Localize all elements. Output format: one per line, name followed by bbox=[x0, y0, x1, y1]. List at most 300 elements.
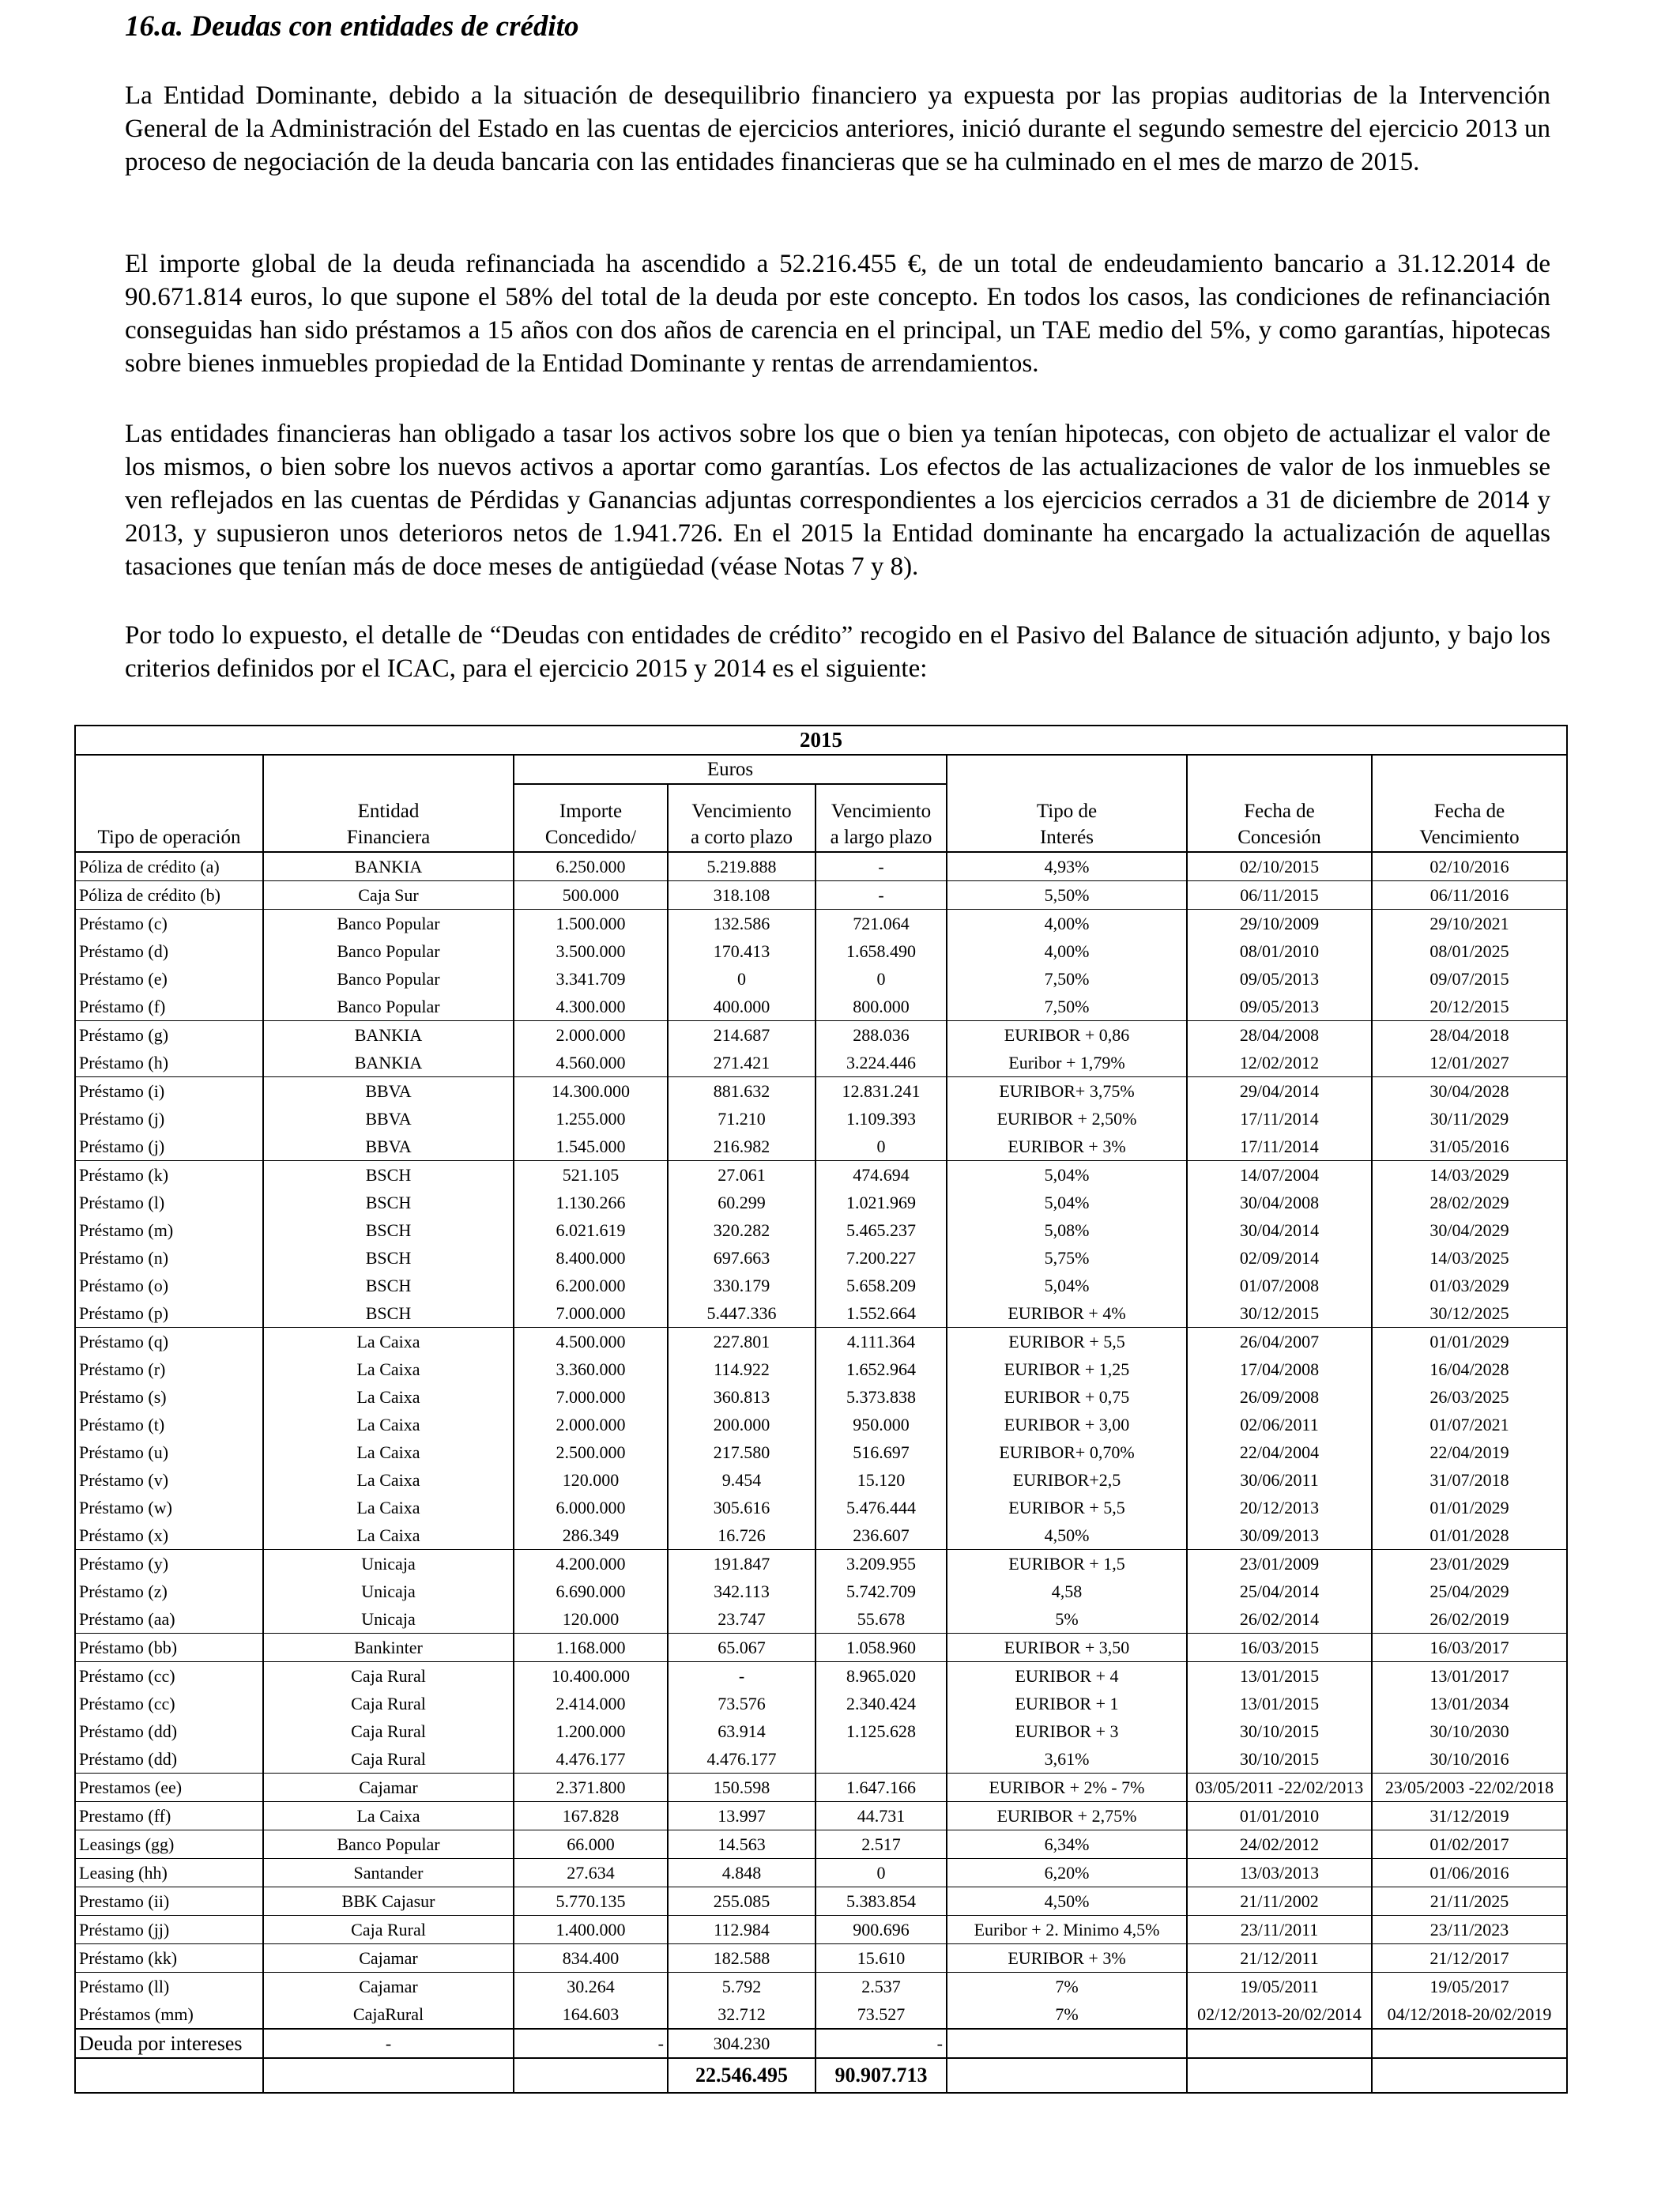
cell-interes: EURIBOR + 3,50 bbox=[947, 1634, 1187, 1662]
paragraph-2: El importe global de la deuda refinanciada ha ascendido a 52.216.455 €, de un total de endeudamiento bancario a 31.12.2014 de 90.671.814 euros, lo que supone el 58% del total de la deuda por este concepto. En todos los casos, las condiciones de refinanciación conseguidas han sido préstamos a 15 años con dos años de carencia en el principal, un TAE medio del 5%, y como garantías, hipotecas sobre bienes inmuebles propiedad de la Entidad Dominante y rentas de arrendamientos. bbox=[125, 250, 1550, 378]
cell-corto: 216.982 bbox=[668, 1133, 816, 1161]
cell-interes: 4,00% bbox=[947, 937, 1187, 965]
cell-vencimiento: 01/03/2029 bbox=[1372, 1272, 1567, 1299]
cell-importe: 500.000 bbox=[514, 881, 668, 910]
cell-importe: 1.168.000 bbox=[514, 1634, 668, 1662]
cell-tipo: Préstamo (cc) bbox=[79, 1693, 175, 1713]
table-row bbox=[75, 1521, 1567, 1550]
cell-concesion: 26/04/2007 bbox=[1187, 1328, 1372, 1356]
cell-importe: 6.000.000 bbox=[514, 1494, 668, 1521]
cell-concesion: 30/06/2011 bbox=[1187, 1466, 1372, 1494]
cell-importe: 2.371.800 bbox=[514, 1774, 668, 1802]
cell-tipo: Préstamo (q) bbox=[75, 1328, 263, 1356]
cell-interes: 4,50% bbox=[947, 1521, 1187, 1550]
cell-largo: - bbox=[816, 852, 947, 881]
cell-tipo: Leasing (hh) bbox=[75, 1859, 263, 1887]
cell-importe: 6.200.000 bbox=[514, 1272, 668, 1299]
cell-tipo: Préstamo (d) bbox=[79, 941, 169, 961]
header-corto-1: Vencimiento bbox=[668, 784, 816, 824]
cell-tipo: Préstamos (mm) bbox=[79, 2004, 194, 2024]
cell-vencimiento: 30/10/2016 bbox=[1372, 1745, 1567, 1774]
cell-entidad: BANKIA bbox=[263, 852, 514, 881]
cell-largo: 15.120 bbox=[816, 1466, 947, 1494]
cell-entidad: La Caixa bbox=[263, 1802, 514, 1830]
table-row bbox=[75, 1859, 1567, 1887]
cell-corto: 65.067 bbox=[668, 1634, 816, 1662]
cell-tipo: Préstamo (x) bbox=[79, 1525, 169, 1545]
cell-interes: 4,00% bbox=[947, 910, 1187, 938]
table-row bbox=[75, 1494, 1567, 1521]
cell-tipo: Préstamo (h) bbox=[79, 1052, 169, 1072]
cell-interes: EURIBOR + 1,25 bbox=[947, 1355, 1187, 1383]
cell-vencimiento: 23/11/2023 bbox=[1372, 1916, 1567, 1944]
cell-interes: 4,93% bbox=[947, 852, 1187, 881]
cell-interes: Euribor + 1,79% bbox=[947, 1049, 1187, 1077]
cell-entidad: BANKIA bbox=[263, 1049, 514, 1077]
cell-interes: 6,34% bbox=[947, 1830, 1187, 1859]
cell-concesion: 23/11/2011 bbox=[1187, 1916, 1372, 1944]
cell-largo: 4.111.364 bbox=[816, 1328, 947, 1356]
cell-entidad: Santander bbox=[263, 1859, 514, 1887]
table-row bbox=[75, 1328, 1567, 1356]
cell-largo: 5.383.854 bbox=[816, 1887, 947, 1916]
cell-vencimiento: 29/10/2021 bbox=[1372, 910, 1567, 938]
cell-importe: 5.770.135 bbox=[514, 1887, 668, 1916]
cell-corto: 271.421 bbox=[668, 1049, 816, 1077]
cell-entidad: La Caixa bbox=[263, 1494, 514, 1521]
cell-vencimiento: 23/01/2029 bbox=[1372, 1550, 1567, 1578]
cell-importe: 120.000 bbox=[514, 1605, 668, 1634]
header-entidad-1: Entidad bbox=[263, 784, 514, 824]
euros-label: Euros bbox=[514, 755, 947, 784]
cell-interes: 3,61% bbox=[947, 1745, 1187, 1774]
cell-entidad: BSCH bbox=[263, 1189, 514, 1216]
cell-interes: EURIBOR + 2,75% bbox=[947, 1802, 1187, 1830]
cell-tipo: Préstamo (v) bbox=[79, 1469, 169, 1490]
table-row bbox=[75, 937, 1567, 965]
cell-vencimiento: 01/01/2029 bbox=[1372, 1494, 1567, 1521]
cell-concesion: 09/05/2013 bbox=[1187, 965, 1372, 993]
cell-concesion: 13/03/2013 bbox=[1187, 1859, 1372, 1887]
cell-corto: 320.282 bbox=[668, 1216, 816, 1244]
cell-entidad: Banco Popular bbox=[263, 910, 514, 938]
cell-concesion: 30/04/2014 bbox=[1187, 1216, 1372, 1244]
cell-tipo: Préstamo (e) bbox=[79, 968, 168, 989]
cell-importe: 1.545.000 bbox=[514, 1133, 668, 1161]
cell-tipo: Préstamo (l) bbox=[79, 1192, 165, 1212]
cell-interes: 7,50% bbox=[947, 993, 1187, 1021]
cell-corto: 114.922 bbox=[668, 1355, 816, 1383]
header-concesion-1: Fecha de bbox=[1187, 784, 1372, 824]
cell-importe: 1.255.000 bbox=[514, 1105, 668, 1133]
cell-corto: 150.598 bbox=[668, 1774, 816, 1802]
cell-tipo: Prestamo (ii) bbox=[75, 1887, 263, 1916]
cell-tipo: Póliza de crédito (a) bbox=[75, 852, 263, 881]
table-row bbox=[75, 1105, 1567, 1133]
cell-concesion: 02/06/2011 bbox=[1187, 1411, 1372, 1438]
cell-largo bbox=[816, 1745, 947, 1774]
cell-vencimiento: 30/04/2028 bbox=[1372, 1077, 1567, 1106]
cell-concesion: 17/11/2014 bbox=[1187, 1105, 1372, 1133]
table-row bbox=[75, 1216, 1567, 1244]
cell-interes: 5,75% bbox=[947, 1244, 1187, 1272]
cell-largo: 44.731 bbox=[816, 1802, 947, 1830]
cell-entidad: BSCH bbox=[263, 1299, 514, 1328]
cell-interes: 7% bbox=[947, 2000, 1187, 2029]
cell-tipo: Préstamo (jj) bbox=[75, 1916, 263, 1944]
cell-largo: - bbox=[816, 881, 947, 910]
cell-corto: 200.000 bbox=[668, 1411, 816, 1438]
cell-largo: 1.652.964 bbox=[816, 1355, 947, 1383]
cell-concesion: 03/05/2011 -22/02/2013 bbox=[1187, 1774, 1372, 1802]
cell-tipo: Préstamo (p) bbox=[79, 1302, 169, 1323]
cell-largo: 73.527 bbox=[816, 2000, 947, 2029]
cell-importe: 2.500.000 bbox=[514, 1438, 668, 1466]
table-row bbox=[75, 1662, 1567, 1691]
table-row bbox=[75, 1049, 1567, 1077]
cell-entidad: Caja Rural bbox=[263, 1717, 514, 1745]
cell-importe: 286.349 bbox=[514, 1521, 668, 1550]
cell-vencimiento: 28/04/2018 bbox=[1372, 1021, 1567, 1050]
cell-largo: 2.537 bbox=[816, 1973, 947, 2001]
cell-vencimiento: 01/02/2017 bbox=[1372, 1830, 1567, 1859]
cell-corto: 170.413 bbox=[668, 937, 816, 965]
cell-tipo: Préstamo (n) bbox=[79, 1247, 169, 1268]
cell-corto: 5.447.336 bbox=[668, 1299, 816, 1328]
cell-tipo: Préstamo (cc) bbox=[75, 1662, 263, 1691]
cell-concesion: 26/09/2008 bbox=[1187, 1383, 1372, 1411]
cell-largo: 5.476.444 bbox=[816, 1494, 947, 1521]
cell-corto: 9.454 bbox=[668, 1466, 816, 1494]
cell-largo: 1.058.960 bbox=[816, 1634, 947, 1662]
cell-corto: 16.726 bbox=[668, 1521, 816, 1550]
cell-corto: 27.061 bbox=[668, 1161, 816, 1189]
cell-vencimiento: 16/03/2017 bbox=[1372, 1634, 1567, 1662]
cell-tipo: Préstamo (dd) bbox=[79, 1748, 178, 1769]
cell-corto: 14.563 bbox=[668, 1830, 816, 1859]
cell-largo: 1.109.393 bbox=[816, 1105, 947, 1133]
cell-importe: 30.264 bbox=[514, 1973, 668, 2001]
cell-entidad: La Caixa bbox=[263, 1411, 514, 1438]
cell-corto: 71.210 bbox=[668, 1105, 816, 1133]
cell-tipo: Préstamo (c) bbox=[75, 910, 263, 938]
cell-vencimiento: 01/01/2028 bbox=[1372, 1521, 1567, 1550]
cell-tipo: Préstamo (y) bbox=[75, 1550, 263, 1578]
interest-importe: - bbox=[514, 2029, 668, 2058]
cell-entidad: BBVA bbox=[263, 1133, 514, 1161]
header-largo-1: Vencimiento bbox=[816, 784, 947, 824]
cell-concesion: 16/03/2015 bbox=[1187, 1634, 1372, 1662]
cell-interes: 7,50% bbox=[947, 965, 1187, 993]
cell-interes: 5% bbox=[947, 1605, 1187, 1634]
total-corto: 22.546.495 bbox=[668, 2058, 816, 2093]
cell-corto: 227.801 bbox=[668, 1328, 816, 1356]
cell-concesion: 14/07/2004 bbox=[1187, 1161, 1372, 1189]
cell-importe: 2.000.000 bbox=[514, 1021, 668, 1050]
cell-corto: 4.848 bbox=[668, 1859, 816, 1887]
table-row bbox=[75, 910, 1567, 938]
cell-interes: EURIBOR+2,5 bbox=[947, 1466, 1187, 1494]
cell-importe: 6.021.619 bbox=[514, 1216, 668, 1244]
table-row bbox=[75, 1411, 1567, 1438]
cell-largo: 0 bbox=[816, 965, 947, 993]
table-row bbox=[75, 852, 1567, 881]
cell-tipo: Préstamo (u) bbox=[79, 1442, 169, 1462]
cell-vencimiento: 13/01/2017 bbox=[1372, 1662, 1567, 1691]
cell-importe: 2.414.000 bbox=[514, 1690, 668, 1717]
cell-tipo: Préstamo (s) bbox=[79, 1386, 167, 1407]
cell-importe: 120.000 bbox=[514, 1466, 668, 1494]
cell-vencimiento: 08/01/2025 bbox=[1372, 937, 1567, 965]
cell-importe: 27.634 bbox=[514, 1859, 668, 1887]
cell-concesion: 17/04/2008 bbox=[1187, 1355, 1372, 1383]
cell-importe: 1.130.266 bbox=[514, 1189, 668, 1216]
totals-row bbox=[75, 2058, 1567, 2093]
cell-interes: Euribor + 2. Minimo 4,5% bbox=[947, 1916, 1187, 1944]
cell-concesion: 23/01/2009 bbox=[1187, 1550, 1372, 1578]
table-row bbox=[75, 1634, 1567, 1662]
cell-concesion: 01/01/2010 bbox=[1187, 1802, 1372, 1830]
cell-tipo: Préstamo (o) bbox=[79, 1275, 169, 1295]
cell-concesion: 01/07/2008 bbox=[1187, 1272, 1372, 1299]
header-venc-2: Vencimiento bbox=[1372, 824, 1567, 852]
cell-vencimiento: 21/11/2025 bbox=[1372, 1887, 1567, 1916]
cell-tipo: Préstamo (bb) bbox=[75, 1634, 263, 1662]
cell-importe: 66.000 bbox=[514, 1830, 668, 1859]
cell-entidad: La Caixa bbox=[263, 1328, 514, 1356]
cell-importe: 3.500.000 bbox=[514, 937, 668, 965]
cell-entidad: Caja Rural bbox=[263, 1745, 514, 1774]
header-venc-1: Fecha de bbox=[1372, 784, 1567, 824]
cell-concesion: 02/10/2015 bbox=[1187, 852, 1372, 881]
table-row bbox=[75, 1916, 1567, 1944]
cell-concesion: 21/11/2002 bbox=[1187, 1887, 1372, 1916]
cell-corto: 0 bbox=[668, 965, 816, 993]
cell-interes: EURIBOR + 3% bbox=[947, 1133, 1187, 1161]
cell-vencimiento: 12/01/2027 bbox=[1372, 1049, 1567, 1077]
cell-concesion: 29/10/2009 bbox=[1187, 910, 1372, 938]
table-row bbox=[75, 1189, 1567, 1216]
table-row bbox=[75, 1133, 1567, 1161]
cell-vencimiento: 26/02/2019 bbox=[1372, 1605, 1567, 1634]
cell-concesion: 17/11/2014 bbox=[1187, 1133, 1372, 1161]
cell-tipo: Prestamo (ff) bbox=[75, 1802, 263, 1830]
cell-concesion: 24/02/2012 bbox=[1187, 1830, 1372, 1859]
cell-vencimiento: 21/12/2017 bbox=[1372, 1944, 1567, 1973]
cell-corto: 191.847 bbox=[668, 1550, 816, 1578]
year-row bbox=[75, 726, 1567, 755]
table-row bbox=[75, 1550, 1567, 1578]
cell-entidad: BSCH bbox=[263, 1272, 514, 1299]
table-row bbox=[75, 1383, 1567, 1411]
cell-largo: 8.965.020 bbox=[816, 1662, 947, 1691]
cell-interes: 4,58 bbox=[947, 1578, 1187, 1605]
cell-vencimiento: 01/07/2021 bbox=[1372, 1411, 1567, 1438]
cell-importe: 7.000.000 bbox=[514, 1299, 668, 1328]
table-row bbox=[75, 1745, 1567, 1774]
cell-corto: 60.299 bbox=[668, 1189, 816, 1216]
table-row bbox=[75, 1973, 1567, 2001]
cell-interes: 5,04% bbox=[947, 1161, 1187, 1189]
table-row bbox=[75, 1944, 1567, 1973]
cell-entidad: BSCH bbox=[263, 1216, 514, 1244]
table-row bbox=[75, 965, 1567, 993]
cell-interes: EURIBOR + 4% bbox=[947, 1299, 1187, 1328]
cell-concesion: 19/05/2011 bbox=[1187, 1973, 1372, 2001]
cell-concesion: 09/05/2013 bbox=[1187, 993, 1372, 1021]
cell-corto: 330.179 bbox=[668, 1272, 816, 1299]
cell-corto: 697.663 bbox=[668, 1244, 816, 1272]
cell-entidad: BSCH bbox=[263, 1161, 514, 1189]
cell-corto: 182.588 bbox=[668, 1944, 816, 1973]
cell-importe: 1.200.000 bbox=[514, 1717, 668, 1745]
cell-vencimiento: 14/03/2029 bbox=[1372, 1161, 1567, 1189]
header-interes-1: Tipo de bbox=[947, 784, 1187, 824]
cell-largo: 1.125.628 bbox=[816, 1717, 947, 1745]
table-row bbox=[75, 1830, 1567, 1859]
interest-entidad: - bbox=[263, 2029, 514, 2058]
cell-tipo: Préstamo (g) bbox=[75, 1021, 263, 1050]
cell-corto: 400.000 bbox=[668, 993, 816, 1021]
cell-corto: 5.792 bbox=[668, 1973, 816, 2001]
header-corto-2: a corto plazo bbox=[668, 824, 816, 852]
cell-corto: 73.576 bbox=[668, 1690, 816, 1717]
cell-concesion: 02/12/2013-20/02/2014 bbox=[1187, 2000, 1372, 2029]
cell-importe: 4.560.000 bbox=[514, 1049, 668, 1077]
cell-interes: EURIBOR+ 3,75% bbox=[947, 1077, 1187, 1106]
cell-interes: 6,20% bbox=[947, 1859, 1187, 1887]
cell-tipo: Préstamo (aa) bbox=[79, 1608, 175, 1629]
cell-tipo: Préstamo (w) bbox=[79, 1497, 172, 1517]
cell-interes: EURIBOR + 1,5 bbox=[947, 1550, 1187, 1578]
cell-tipo: Préstamo (f) bbox=[79, 996, 166, 1016]
cell-entidad: BANKIA bbox=[263, 1021, 514, 1050]
cell-corto: 217.580 bbox=[668, 1438, 816, 1466]
cell-interes: 4,50% bbox=[947, 1887, 1187, 1916]
table-row bbox=[75, 1438, 1567, 1466]
cell-vencimiento: 31/07/2018 bbox=[1372, 1466, 1567, 1494]
cell-vencimiento: 23/05/2003 -22/02/2018 bbox=[1372, 1774, 1567, 1802]
cell-entidad: La Caixa bbox=[263, 1521, 514, 1550]
cell-largo: 2.517 bbox=[816, 1830, 947, 1859]
cell-interes: EURIBOR + 0,86 bbox=[947, 1021, 1187, 1050]
cell-entidad: BSCH bbox=[263, 1244, 514, 1272]
cell-largo: 7.200.227 bbox=[816, 1244, 947, 1272]
cell-vencimiento: 04/12/2018-20/02/2019 bbox=[1372, 2000, 1567, 2029]
cell-tipo: Préstamo (t) bbox=[79, 1414, 165, 1434]
cell-interes: EURIBOR+ 0,70% bbox=[947, 1438, 1187, 1466]
cell-corto: 360.813 bbox=[668, 1383, 816, 1411]
cell-corto: 63.914 bbox=[668, 1717, 816, 1745]
cell-concesion: 30/10/2015 bbox=[1187, 1717, 1372, 1745]
cell-corto: 305.616 bbox=[668, 1494, 816, 1521]
table-row bbox=[75, 1802, 1567, 1830]
header-concesion-2: Concesión bbox=[1187, 824, 1372, 852]
interest-row bbox=[75, 2029, 1567, 2058]
cell-vencimiento: 30/04/2029 bbox=[1372, 1216, 1567, 1244]
cell-interes: EURIBOR + 0,75 bbox=[947, 1383, 1187, 1411]
cell-vencimiento: 02/10/2016 bbox=[1372, 852, 1567, 881]
cell-entidad: BBVA bbox=[263, 1077, 514, 1106]
cell-corto: 132.586 bbox=[668, 910, 816, 938]
cell-interes: EURIBOR + 3 bbox=[947, 1717, 1187, 1745]
cell-tipo: Préstamo (i) bbox=[75, 1077, 263, 1106]
cell-concesion: 12/02/2012 bbox=[1187, 1049, 1372, 1077]
table-row bbox=[75, 1021, 1567, 1050]
cell-interes: 5,50% bbox=[947, 881, 1187, 910]
table-row bbox=[75, 1578, 1567, 1605]
cell-concesion: 29/04/2014 bbox=[1187, 1077, 1372, 1106]
cell-entidad: CajaRural bbox=[263, 2000, 514, 2029]
cell-importe: 8.400.000 bbox=[514, 1244, 668, 1272]
cell-entidad: Banco Popular bbox=[263, 937, 514, 965]
cell-importe: 2.000.000 bbox=[514, 1411, 668, 1438]
cell-concesion: 28/04/2008 bbox=[1187, 1021, 1372, 1050]
cell-importe: 167.828 bbox=[514, 1802, 668, 1830]
cell-corto: 5.219.888 bbox=[668, 852, 816, 881]
cell-interes: EURIBOR + 3% bbox=[947, 1944, 1187, 1973]
cell-corto: 112.984 bbox=[668, 1916, 816, 1944]
cell-entidad: Unicaja bbox=[263, 1578, 514, 1605]
header-entidad-2: Financiera bbox=[263, 824, 514, 852]
cell-largo: 5.742.709 bbox=[816, 1578, 947, 1605]
cell-importe: 164.603 bbox=[514, 2000, 668, 2029]
paragraph-3: Las entidades financieras han obligado a tasar los activos sobre los que o bien ya tenían hipotecas, con objeto de actualizar el valor de los mismos, o bien sobre los nuevos activos a aportar como garantías. Los efectos de las actualizaciones de valor de los inmuebles se ven reflejados en las cuentas de Pérdidas y Ganancias adjuntas correspondientes a los ejercicios cerrados a 31 de diciembre de 2014 y 2013, y supusieron unos deterioros netos de 1.941.726. En el 2015 la Entidad dominante ha encargado la actualización de aquellas tasaciones que tenían más de doce meses de antigüedad (véase Notas 7 y 8). bbox=[125, 420, 1550, 581]
section-heading: 16.a. Deudas con entidades de crédito bbox=[125, 10, 579, 43]
cell-importe: 6.250.000 bbox=[514, 852, 668, 881]
table-row bbox=[75, 1605, 1567, 1634]
cell-vencimiento: 14/03/2025 bbox=[1372, 1244, 1567, 1272]
cell-tipo: Prestamos (ee) bbox=[75, 1774, 263, 1802]
cell-corto: 881.632 bbox=[668, 1077, 816, 1106]
cell-largo: 900.696 bbox=[816, 1916, 947, 1944]
cell-vencimiento: 30/12/2025 bbox=[1372, 1299, 1567, 1328]
cell-largo: 5.373.838 bbox=[816, 1383, 947, 1411]
table-row bbox=[75, 881, 1567, 910]
cell-vencimiento: 22/04/2019 bbox=[1372, 1438, 1567, 1466]
cell-entidad: Banco Popular bbox=[263, 993, 514, 1021]
cell-entidad: Cajamar bbox=[263, 1973, 514, 2001]
cell-vencimiento: 20/12/2015 bbox=[1372, 993, 1567, 1021]
cell-vencimiento: 01/06/2016 bbox=[1372, 1859, 1567, 1887]
cell-vencimiento: 25/04/2029 bbox=[1372, 1578, 1567, 1605]
cell-vencimiento: 31/05/2016 bbox=[1372, 1133, 1567, 1161]
paragraph-1: La Entidad Dominante, debido a la situación de desequilibrio financiero ya expuesta por las propias auditorias de la Intervención General de la Administración del Estado en las cuentas de ejercicios anteriores, inició durante el segundo semestre del ejercicio 2013 un proceso de negociación de la deuda bancaria con las entidades financieras que se ha culminado en el mes de marzo de 2015. bbox=[125, 81, 1550, 176]
table-row bbox=[75, 2000, 1567, 2029]
cell-importe: 10.400.000 bbox=[514, 1662, 668, 1691]
cell-largo: 55.678 bbox=[816, 1605, 947, 1634]
cell-tipo: Préstamo (m) bbox=[79, 1220, 174, 1240]
cell-entidad: Caja Rural bbox=[263, 1916, 514, 1944]
cell-interes: EURIBOR + 5,5 bbox=[947, 1328, 1187, 1356]
cell-corto: 255.085 bbox=[668, 1887, 816, 1916]
cell-interes: 5,04% bbox=[947, 1189, 1187, 1216]
table-year: 2015 bbox=[800, 728, 842, 752]
cell-tipo: Préstamo (k) bbox=[75, 1161, 263, 1189]
cell-entidad: La Caixa bbox=[263, 1383, 514, 1411]
cell-importe: 834.400 bbox=[514, 1944, 668, 1973]
cell-importe: 6.690.000 bbox=[514, 1578, 668, 1605]
cell-vencimiento: 30/10/2030 bbox=[1372, 1717, 1567, 1745]
cell-vencimiento: 06/11/2016 bbox=[1372, 881, 1567, 910]
header-row-2 bbox=[75, 784, 1567, 824]
cell-corto: 4.476.177 bbox=[668, 1745, 816, 1774]
cell-largo: 1.552.664 bbox=[816, 1299, 947, 1328]
cell-tipo: Préstamo (r) bbox=[79, 1359, 166, 1379]
header-row-3 bbox=[75, 824, 1567, 852]
cell-interes: 5,04% bbox=[947, 1272, 1187, 1299]
cell-vencimiento: 28/02/2029 bbox=[1372, 1189, 1567, 1216]
